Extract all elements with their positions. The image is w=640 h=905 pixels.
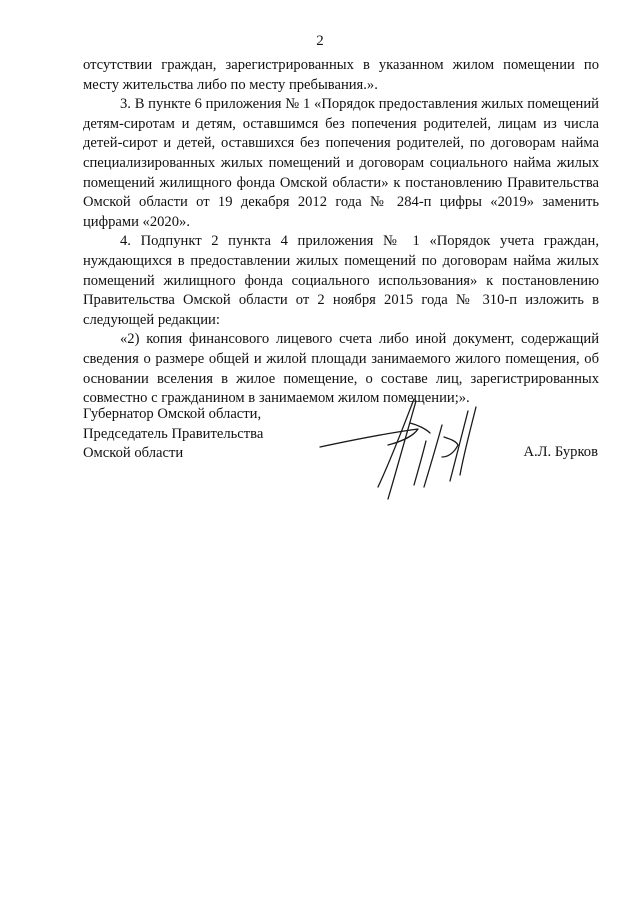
signatory-title: [83, 405, 263, 464]
page-number: 2: [316, 33, 324, 49]
document-body: [83, 56, 599, 409]
handwritten-signature-icon: [318, 395, 518, 505]
signatory-title-line: Омской области: [83, 445, 184, 462]
signatory-title-line: Председатель Правительства: [83, 425, 264, 442]
paragraph-quoted-text: «2) копия финансового лицевого счета либо иной документ, содержащий сведения о размере общей и жилой площади занимаемого жилого помещения, об основании вселения в жилое помещение, о составе лиц, зарегистрированных совместно с гражданином в занимаемом жилом помещении;».: [83, 331, 599, 407]
signatory-name: А.Л. Бурков: [523, 444, 598, 460]
paragraph-continuation: отсутствии граждан, зарегистрированных в указанном жилом помещении по месту жительства либо по месту пребывания.».: [83, 57, 599, 93]
paragraph-item-4: 4. Подпункт 2 пункта 4 приложения № 1 «Порядок учета граждан, нуждающихся в предоставлении жилых помещений по договорам найма жилых помещений жилищного фонда социального использования» к постановлению Правительства Омской области от 2 ноября 2015 года № 310-п изложить в следующей редакции:: [83, 233, 599, 328]
paragraph-item-3: 3. В пункте 6 приложения № 1 «Порядок предоставления жилых помещений детям-сиротам и детям, оставшимся без попечения родителей, лицам из числа детей-сирот и детей, оставшихся без попечения родителей, по договорам найма специализированных жилых помещений и договорам социального найма жилых помещений жилищного фонда Омской области» к постановлению Правительства Омской области от 19 декабря 2012 года № 284-п цифры «2019» заменить цифрами «2020».: [83, 96, 599, 230]
signatory-title-line: Губернатор Омской области,: [83, 406, 262, 422]
